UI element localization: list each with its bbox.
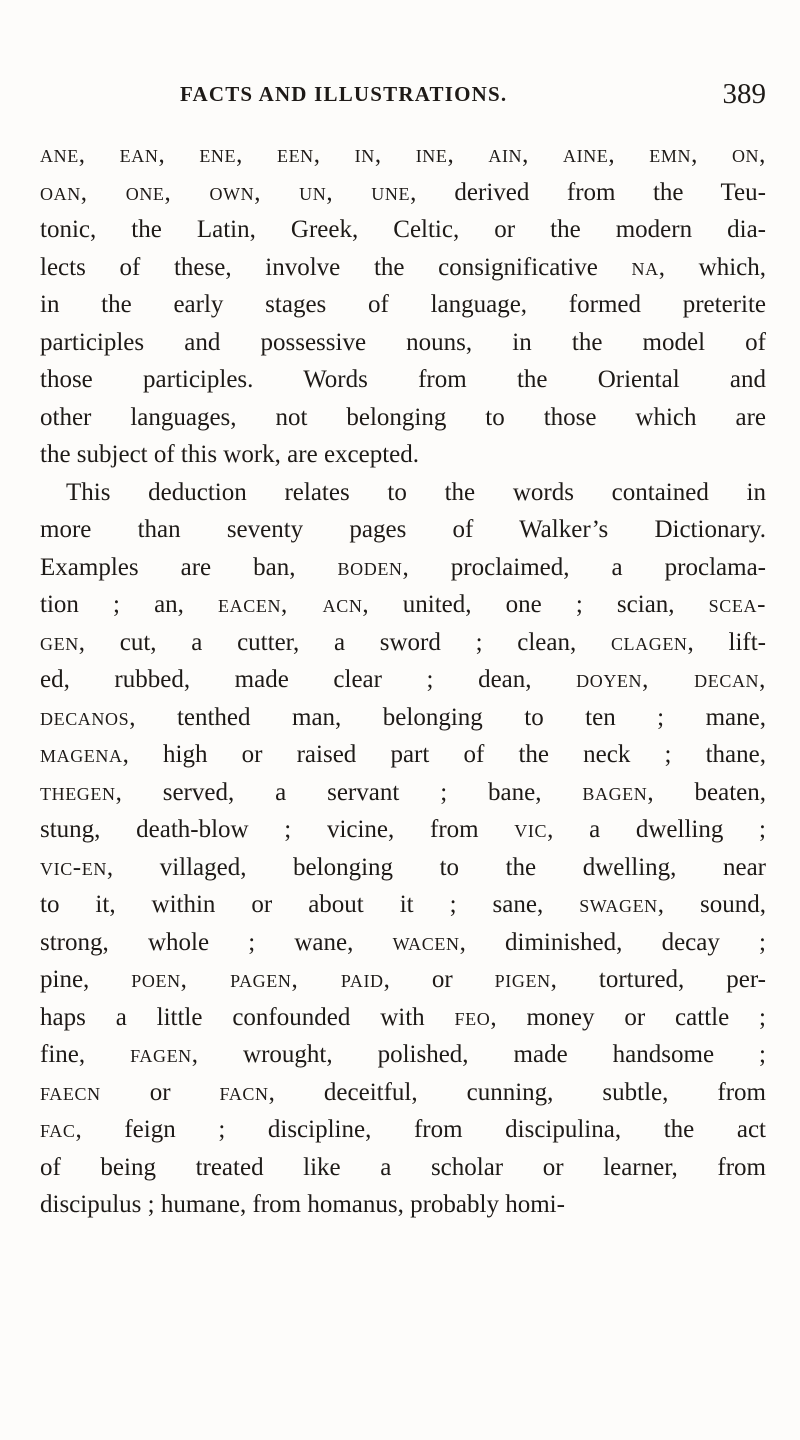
page-number: 389	[722, 78, 766, 110]
text-line	[40, 774, 766, 812]
text-run: tonic, the Latin, Greek, Celtic, or the modern dia-	[40, 216, 766, 243]
text-run: those participles. Words from the Oriental and	[40, 366, 766, 393]
text-run: , which,	[658, 253, 766, 281]
text-run: other languages, not belonging to those which are	[40, 403, 766, 431]
text-run: strong, whole ; wane,	[40, 928, 393, 956]
text-line	[40, 211, 766, 249]
small-caps-word: bagen	[582, 778, 648, 806]
text-line	[40, 849, 766, 887]
body-text	[40, 136, 766, 1224]
text-run: , deceitful, cunning, subtle, from	[268, 1078, 766, 1106]
small-caps-word: decanos	[40, 703, 130, 731]
text-line	[40, 174, 766, 212]
small-caps-word: oan, one, own, un, une,	[40, 178, 417, 206]
text-run: , diminished, decay ;	[459, 928, 767, 956]
text-run: , wrought, polished, made handsome ;	[191, 1041, 766, 1068]
text-line	[40, 924, 766, 962]
text-line	[40, 886, 766, 924]
small-caps-word: swagen	[579, 891, 658, 918]
text-line	[40, 961, 766, 999]
small-caps-word: vic	[514, 816, 548, 843]
text-run: to it, within or about it ; sane,	[40, 891, 580, 918]
text-run: , sound,	[657, 891, 767, 918]
text-line	[40, 699, 766, 737]
small-caps-word: facn	[219, 1078, 269, 1106]
text-line	[40, 999, 766, 1037]
text-run: , served, a servant ; bane,	[115, 778, 583, 806]
text-run: ed, rubbed, made clear ; dean,	[40, 666, 577, 693]
text-line	[40, 474, 766, 512]
small-caps-word: poen, pagen, paid	[131, 966, 384, 993]
text-run: discipulus ; humane, from homanus, probably homi-	[40, 1191, 565, 1218]
text-run: , feign ; discipline, from discipulina, the act	[75, 1116, 766, 1143]
running-title: FACTS AND ILLUSTRATIONS.	[180, 82, 508, 106]
text-run: lects of these, involve the consignificative	[40, 253, 632, 281]
small-caps-word: wacen	[392, 928, 460, 956]
text-line	[40, 1111, 766, 1149]
text-line	[40, 811, 766, 849]
text-run: Examples are ban,	[40, 553, 338, 581]
text-line	[40, 399, 766, 437]
small-caps-word: boden	[337, 553, 403, 581]
text-run: , or	[383, 966, 495, 993]
small-caps-word: fagen	[130, 1041, 192, 1068]
text-run: , a dwelling ;	[547, 816, 767, 843]
text-run: participles and possessive nouns, in the model of	[40, 328, 766, 356]
text-run: , lift-	[687, 628, 766, 656]
small-caps-word: feo	[454, 1003, 491, 1031]
text-line	[40, 1149, 766, 1187]
running-head	[40, 78, 766, 122]
small-caps-word: ane, ean, ene, een, in, ine, ain, aine, emn, on,	[40, 141, 766, 168]
text-run: , villaged, belonging to the dwelling, near	[106, 853, 766, 881]
text-run: , beaten,	[647, 778, 766, 806]
small-caps-word: thegen	[40, 778, 116, 806]
text-run: in the early stages of language, formed preterite	[40, 291, 766, 318]
text-run: or	[100, 1078, 220, 1106]
text-line	[40, 736, 766, 774]
text-run: , money or cattle ;	[490, 1003, 766, 1031]
small-caps-word: clagen	[610, 628, 688, 656]
text-line	[40, 549, 766, 587]
small-caps-word: faecn	[40, 1078, 101, 1106]
text-run: derived from the Teu-	[416, 178, 766, 206]
text-run: more than seventy pages of Walker’s Dictionary.	[40, 516, 766, 543]
small-caps-word: pigen	[494, 966, 551, 993]
small-caps-word: doyen, decan,	[576, 666, 766, 693]
text-run: , tenthed man, belonging to ten ; mane,	[129, 703, 766, 731]
text-run: , cut, a cutter, a sword ; clean,	[78, 628, 611, 656]
text-line	[40, 1186, 766, 1224]
small-caps-word: eacen, acn	[218, 591, 363, 618]
text-line	[40, 361, 766, 399]
text-line	[40, 286, 766, 324]
text-run: , united, one ; scian,	[362, 591, 709, 618]
text-line	[40, 586, 766, 624]
text-line	[40, 136, 766, 174]
small-caps-word: vic-en	[40, 853, 107, 881]
text-run: , tortured, per-	[550, 966, 767, 993]
text-run: fine,	[40, 1041, 131, 1068]
text-line	[40, 1036, 766, 1074]
text-run: of being treated like a scholar or learner, from	[40, 1153, 766, 1181]
text-line	[40, 436, 766, 474]
text-run: , high or raised part of the neck ; thane,	[122, 741, 766, 768]
small-caps-word: magena	[40, 741, 123, 768]
text-line	[40, 624, 766, 662]
text-line	[40, 324, 766, 362]
small-caps-word: fac	[40, 1116, 76, 1143]
text-line	[40, 249, 766, 287]
text-run: stung, death-blow ; vicine, from	[40, 816, 515, 843]
text-run: the subject of this work, are excepted.	[40, 441, 420, 468]
text-run: This deduction relates to the words contained in	[66, 478, 766, 506]
small-caps-word: gen	[40, 628, 79, 656]
text-run: tion ; an,	[40, 591, 219, 618]
text-run: pine,	[40, 966, 132, 993]
small-caps-word: scea-	[708, 591, 767, 618]
text-run: haps a little confounded with	[40, 1003, 455, 1031]
text-line	[40, 1074, 766, 1112]
text-run: , proclaimed, a proclama-	[402, 553, 766, 581]
text-line	[40, 511, 766, 549]
small-caps-word: na	[631, 253, 659, 281]
text-line	[40, 661, 766, 699]
